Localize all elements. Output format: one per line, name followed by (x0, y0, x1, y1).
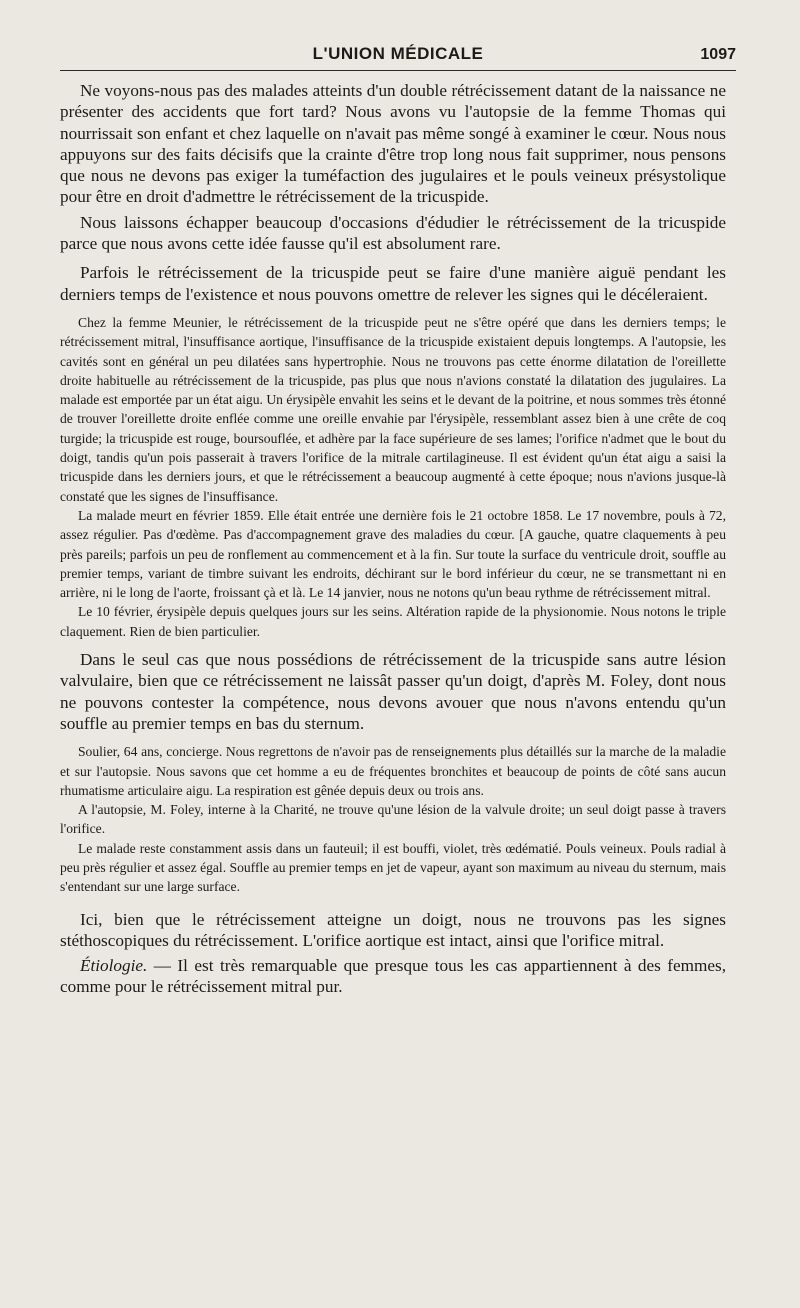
paragraph-acute-stenosis: Parfois le rétrécissement de la tricuspide peut se faire d'une manière aiguë pendant les derniers temps de l'existence et nous pouvons omettre de relever les signes qui le décéleraient. (60, 263, 726, 304)
case-soulier: Soulier, 64 ans, concierge. Nous regrettons de n'avoir pas de renseignements plus détaillés sur la marche de la maladie et sur l'autopsie. Nous savons que cet homme a eu de fréquentes bronchites et beaucoup de points de côté sans aucun rhumatisme articulaire aigu. La respiration est gênée depuis deux ou trois ans. (60, 744, 726, 798)
article-body (60, 80, 726, 998)
case-soulier-autopsy: A l'autopsie, M. Foley, interne à la Charité, ne trouve qu'une lésion de la valvule droite; un seul doigt passe à travers l'orifice. (60, 802, 726, 837)
paragraph-no-signs: Ici, bien que le rétrécissement atteigne un doigt, nous ne trouvons pas les signes stéthoscopiques du rétrécissement. L'orifice aortique est intact, ainsi que l'orifice mitral. (60, 909, 726, 950)
case-soulier-signs: Le malade reste constamment assis dans un fauteuil; il est bouffi, violet, très œdématié. Pouls veineux. Pouls radial à peu près régulier et assez égal. Souffle au premier temps en jet de vapeur, ayant son maximum au niveau du sternum, mais s'entendant sur une large surface. (60, 840, 726, 895)
paragraph-missed-occasions: Nous laissons échapper beaucoup d'occasions d'édudier le rétrécissement de la tricuspide parce que nous avons cette idée fausse qu'il est absolument rare. (60, 212, 726, 254)
paragraph-etiology (60, 955, 726, 998)
etiology-text: — Il est très remarquable que presque tous les cas appartiennent à des femmes, comme pour le rétrécissement mitral pur. (60, 956, 726, 997)
header-rule (60, 70, 736, 71)
journal-title: L'UNION MÉDICALE (312, 44, 484, 63)
paragraph-isolated-stenosis: Dans le seul cas que nous possédions de rétrécissement de la tricuspide sans autre lésion valvulaire, bien que ce rétrécissement ne laissât passer qu'un doigt, d'après M. Foley, dont nous ne pouvons contester la compétence, nous devons avouer que nous n'avons entendu qu'un souffle au premier temps en bas du sternum. (60, 650, 726, 733)
case-meunier: Chez la femme Meunier, le rétrécissement de la tricuspide peut ne s'être opéré que dans les derniers temps; le rétrécissement mitral, l'insuffisance aortique, l'insuffisance de la tricuspide existaient depuis longtemps. A l'autopsie, les cavités sont en général un peu dilatées sans hypertrophie. Nous ne trouvons pas cette énorme dilatation de l'oreillette droite habituelle au rétrécissement de la tricuspide, pas plus que nous n'avions constaté la dilatation des jugulaires. La malade est emportée par un état aigu. Un érysipèle envahit les seins et le devant de la poitrine, et nous sommes très étonné de trouver l'oreillette droite enflée comme une oreille envahie par l'érysipèle, ressemblant assez bien à une crête de coq turgide; la tricuspide est rouge, boursouflée, et adhère par la face supérieure de ses lames; l'orifice n'admet que le bout du doigt, tandis qu'un pois passerait à travers l'orifice de la mitrale cartilagineuse. Il est évident qu'un état aigu a saisi la tricuspide dans les derniers jours, et que le rétrécissement a beaucoup augmenté à cette époque; nous n'avions jusque-là constaté que les signes de l'insuffisance. (60, 314, 726, 504)
case-meunier-february: Le 10 février, érysipèle depuis quelques jours sur les seins. Altération rapide de la physionomie. Nous notons le triple claquement. Rien de bien particulier. (60, 604, 726, 639)
page-number: 1097 (700, 46, 736, 63)
etiology-label: Étiologie. (80, 956, 148, 976)
paragraph-double-stenosis: Ne voyons-nous pas des malades atteints d'un double rétrécissement datant de la naissance ne présenter des accidents que fort tard? Nous avons vu l'autopsie de la femme Thomas qui nourrissait son enfant et chez laquelle on n'avait pas même songé à examiner le cœur. Nous nous appuyons sur des faits décisifs que la crainte d'être trop long nous fait supprimer, nous pensons que nous ne devons pas exiger la tuméfaction des jugulaires et le pouls veineux présystolique pour être en droit d'admettre le rétrécissement de la tricuspide. (60, 81, 726, 207)
running-header (60, 44, 736, 70)
case-meunier-course: La malade meurt en février 1859. Elle était entrée une dernière fois le 21 octobre 1858. Le 17 novembre, pouls à 72, assez régulier. Pas d'œdème. Pas d'accompagnement grave des maladies du cœur. [A gauche, quatre claquements à peu près pareils; parfois un peu de ronflement au commencement et à la fin. Sur toute la surface du ventricule droit, souffle au premier temps, variant de timbre suivant les endroits, déchirant sur le bord inférieur du cœur, ne se transmettant ni en arrière, ni le long de l'aorte, froissant çà et là. Le 14 janvier, nous ne notons qu'un beau rythme de rétrécissement mitral. (60, 507, 726, 601)
